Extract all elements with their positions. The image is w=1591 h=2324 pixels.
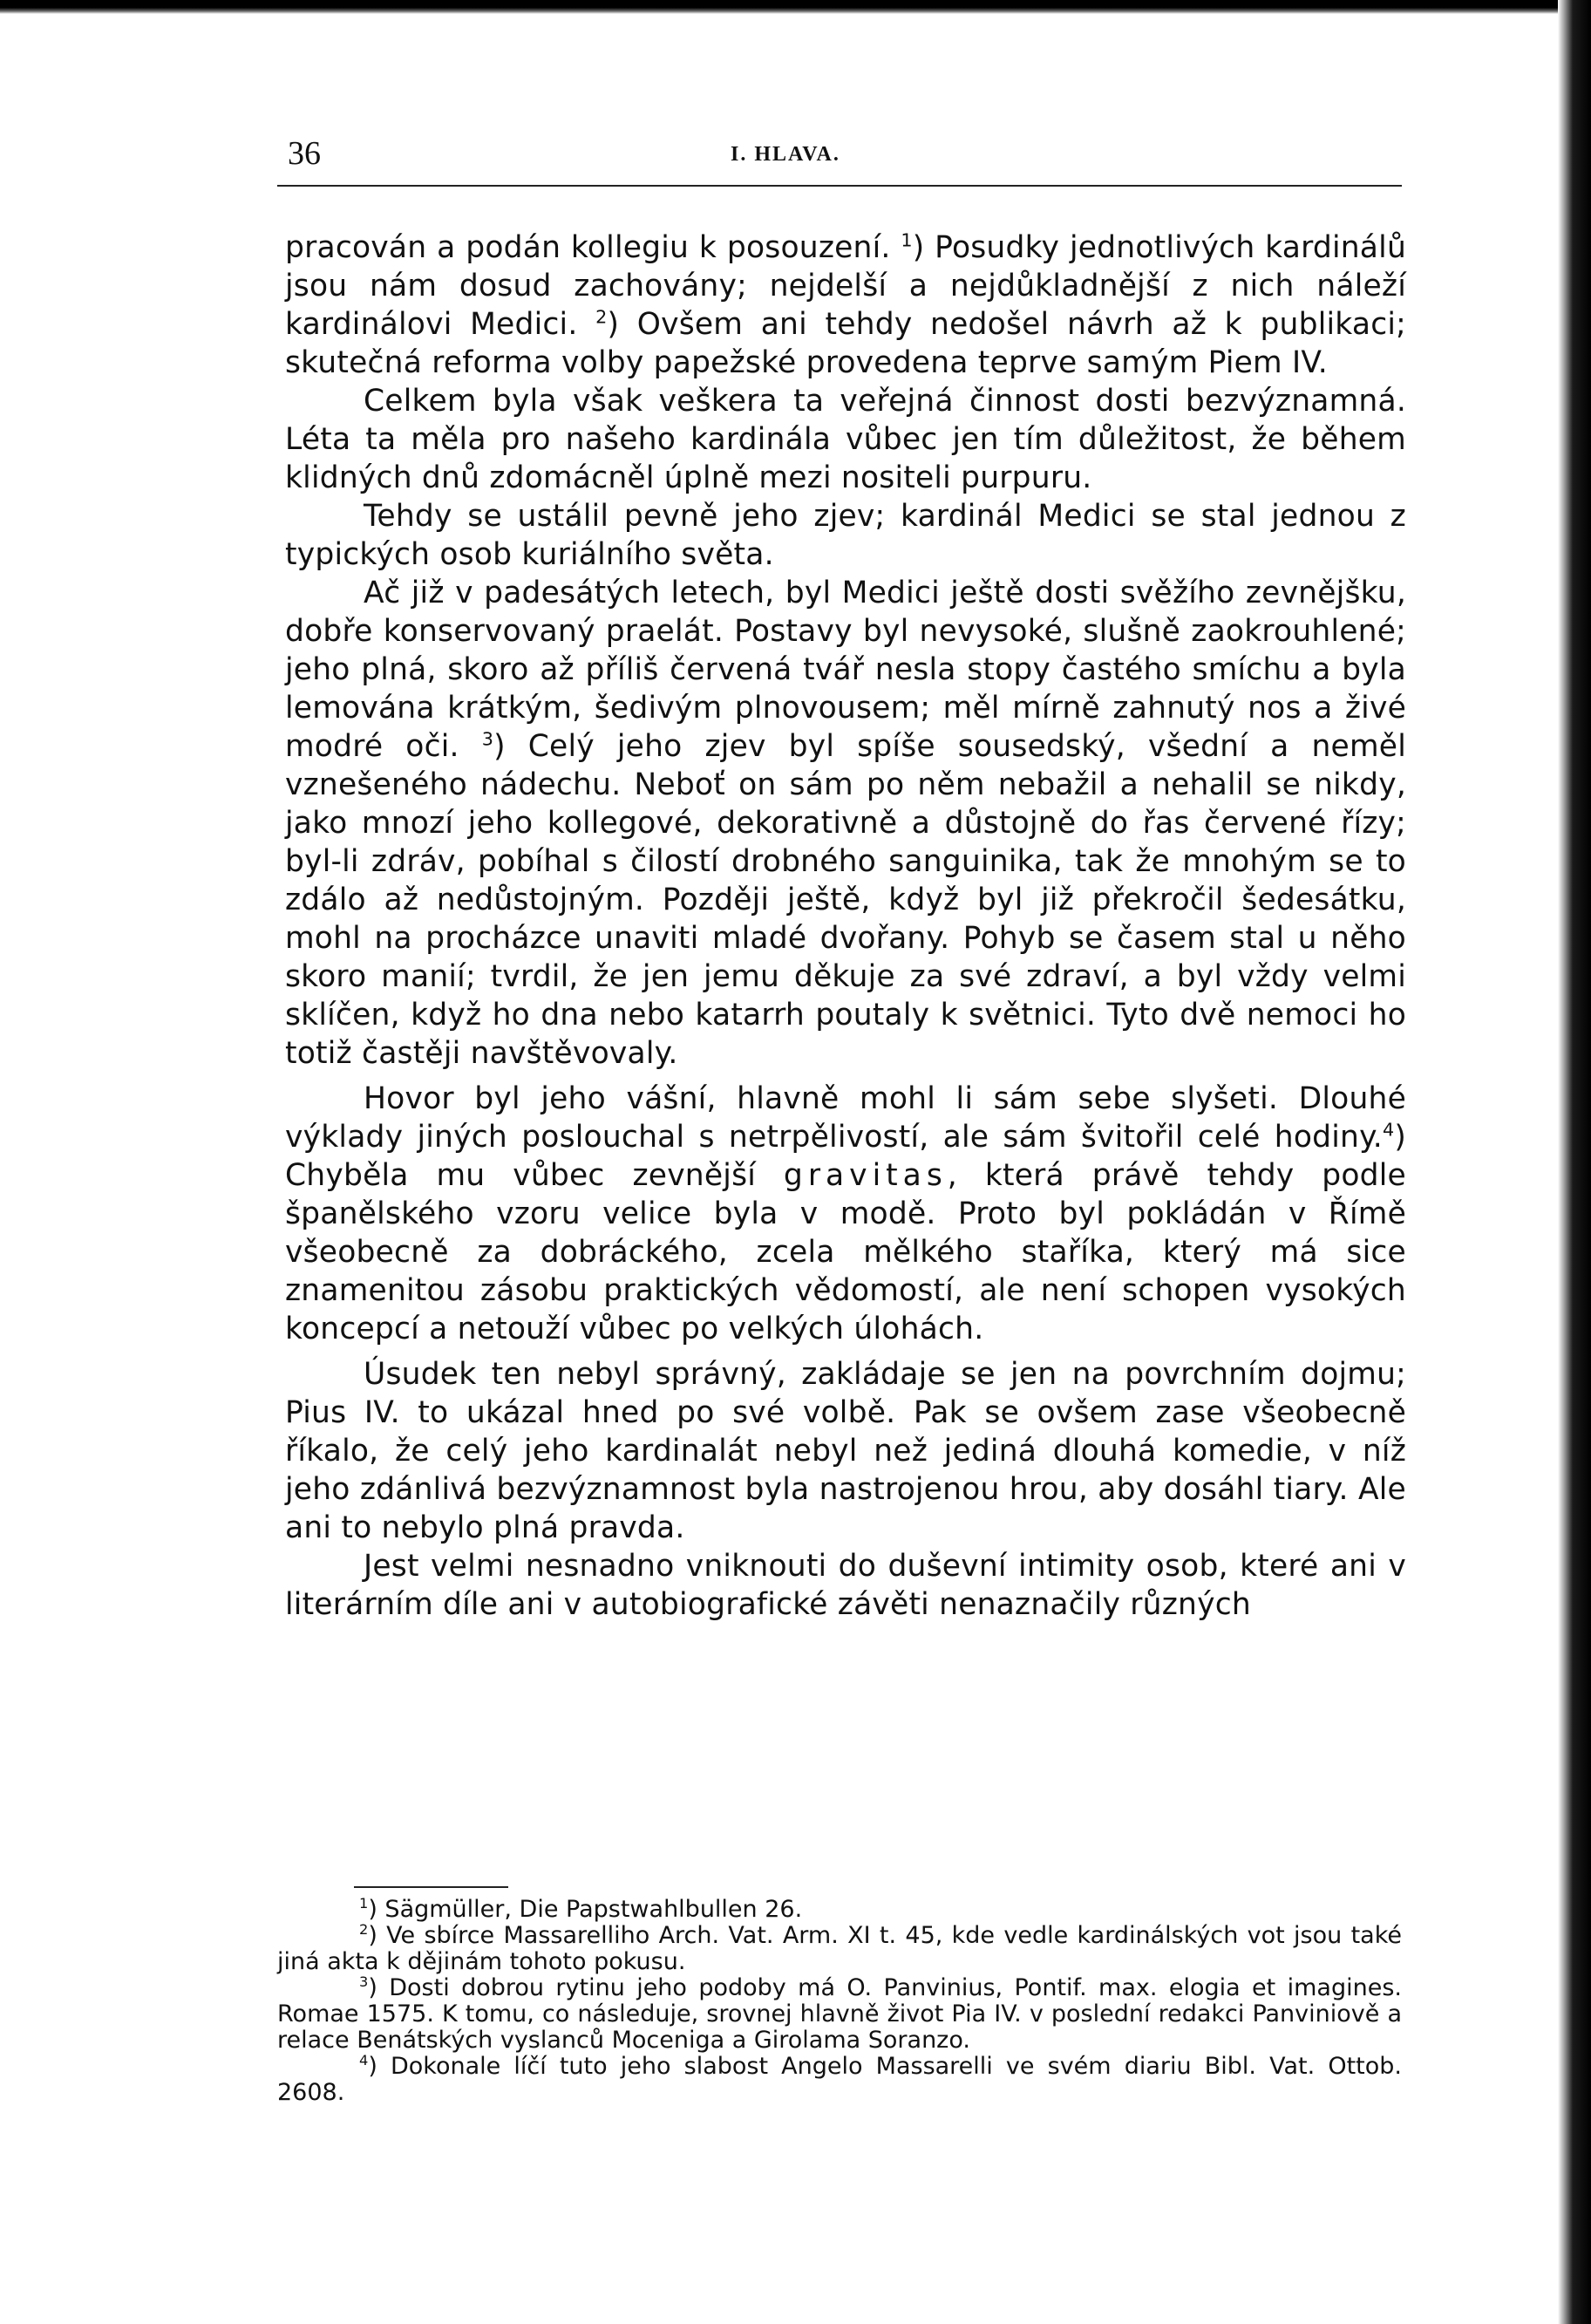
footnote-ref: 3 [481, 728, 494, 750]
text-run: Jest velmi nesnadno vniknouti do duševní intimity osob, které ani v literárním díle ani v autobiografické závěti nenaznačily různých [285, 1549, 1406, 1622]
text-run: Tehdy se ustálil pevně jeho zjev; kardinál Medici se stal jednou z typických osob kuriálního světa. [285, 499, 1406, 572]
footnote-ref: 1 [901, 229, 913, 251]
text-run: ) Posudky jednotlivých kardinálů jsou nám dosud zachovány; nejdelší a nejdůkladnější z nich náleží kardinálovi Medici. [285, 230, 1407, 342]
footnote [277, 1975, 1402, 2054]
text-run: ) Ovšem ani tehdy nedošel návrh až k publikaci; skutečná reforma volby papežské provedena teprve samým Piem IV. [285, 307, 1406, 380]
footnote-text: ) Dokonale líčí tuto jeho slabost Angelo Massarelli ve svém diariu Bibl. Vat. Ottob. 2608. [277, 2053, 1402, 2106]
footnote-list [277, 1897, 1402, 2106]
text-run: ) Chyběla mu vůbec zevnější [285, 1120, 1406, 1193]
book-page [277, 131, 1407, 2276]
paragraph [285, 1355, 1406, 1547]
footnote-mark: 1 [359, 1895, 369, 1912]
text-run: Celkem byla však veškera ta veřejná činnost dosti bezvýznamná. Léta ta měla pro našeho kardinála vůbec jen tím důležitost, že během klidných dnů zdomácněl úplně mezi nositeli purpuru. [285, 384, 1406, 495]
paragraph [285, 382, 1406, 497]
footnote-ref: 2 [595, 306, 608, 328]
footnote-mark: 4 [359, 2052, 369, 2068]
paragraph [285, 228, 1406, 382]
scan-edge-top [0, 0, 1591, 14]
footnote-text: ) Ve sbírce Massarelliho Arch. Vat. Arm. XI t. 45, kde vedle kardinálských vot jsou také jiná akta k dějinám tohoto pokusu. [277, 1922, 1402, 1975]
footnote-ref: 4 [1382, 1119, 1395, 1141]
footnote [277, 1923, 1402, 1975]
footnote-text: ) Dosti dobrou rytinu jeho podoby má O. Panvinius, Pontif. max. elogia et imagines. Romae 1575. K tomu, co následuje, srovnej hlavně život Pia IV. v poslední redakci Panviniově a relace Benátských vyslanců Moceniga a Girolama Soranzo. [277, 1974, 1402, 2054]
text-run: ) Celý jeho zjev byl spíše sousedský, všední a neměl vznešeného nádechu. Neboť on sám po něm nebažil a nehalil se nikdy, jako mnozí jeho kollegové, dekorativně a důstojně do řas červené řízy; byl-li zdráv, pobíhal s čilostí drobného sanguinika, tak že mnohým se to zdálo až nedůstojným. Později ještě, když byl již překročil šedesátku, mohl na procházce unaviti mladé dvořany. Pohyb se časem stal u něho skoro manií; tvrdil, že jen jemu děkuje za své zdraví, a byl vždy velmi sklíčen, když ho dna nebo katarrh poutaly k světnici. Tyto dvě nemoci ho totiž častěji navštěvovaly. [285, 729, 1406, 1071]
text-run: pracován a podán kollegiu k posouzení. [285, 230, 901, 265]
footnote [277, 2054, 1402, 2106]
text-run: Úsudek ten nebyl správný, zakládaje se jen na povrchním dojmu; Pius IV. to ukázal hned po své volbě. Pak se ovšem zase všeobecně říkalo, že celý jeho kardinalát nebyl než jediná dlouhá komedie, v níž jeho zdánlivá bezvýznamnost byla nastrojenou hrou, aby dosáhl tiary. Ale ani to nebylo plná pravda. [285, 1357, 1406, 1545]
text-run: Hovor byl jeho vášní, hlavně mohl li sám sebe slyšeti. Dlouhé výklady jiných poslouchal s netrpělivostí, ale sám švitořil celé hodiny. [285, 1081, 1406, 1155]
page-header [277, 131, 1402, 187]
footnotes [277, 1886, 1402, 2106]
text-run: , která právě tehdy podle španělského vzoru velice byla v modě. Proto byl pokládán v Římě všeobecně za dobráckého, zcela mělkého staříka, který má sice znamenitou zásobu praktických vědomostí, ale není schopen vysokých koncepcí a netouží vůbec po velkých úlohách. [285, 1158, 1406, 1346]
paragraph [285, 1547, 1406, 1624]
footnote-mark: 2 [359, 1921, 369, 1938]
scan-edge-right [1558, 0, 1591, 2324]
footnote-text: ) Sägmüller, Die Papstwahlbullen 26. [368, 1896, 803, 1923]
paragraph [285, 574, 1406, 1073]
paragraph [285, 1080, 1406, 1348]
footnote-divider [354, 1886, 508, 1888]
paragraph [285, 497, 1406, 574]
page-number: 36 [288, 135, 321, 172]
running-head: I. HLAVA. [731, 143, 840, 166]
emphasized-text: gravitas [783, 1158, 948, 1193]
footnote [277, 1897, 1402, 1923]
footnote-mark: 3 [359, 1973, 369, 1990]
body-text [285, 228, 1406, 1624]
text-run: Ač již v padesátých letech, byl Medici ještě dosti svěžího zevnějšku, dobře konservovaný praelát. Postavy byl nevysoké, slušně zaokrouhlené; jeho plná, skoro až příliš červená tvář nesla stopy častého smíchu a byla lemována krátkým, šedivým plnovousem; měl mírně zahnutý nos a živé modré oči. [285, 576, 1406, 764]
